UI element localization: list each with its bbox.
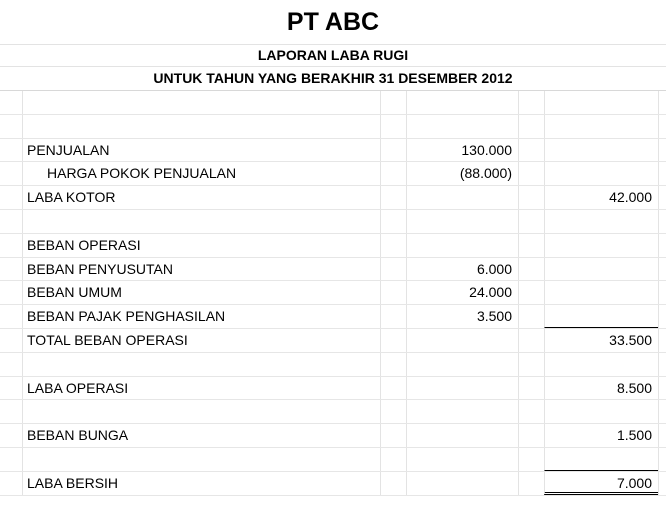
row-amount[interactable] bbox=[406, 210, 518, 233]
row-total[interactable] bbox=[544, 234, 658, 257]
row-amount[interactable]: 6.000 bbox=[406, 258, 518, 281]
row-amount[interactable] bbox=[406, 329, 518, 352]
cell[interactable] bbox=[380, 353, 406, 376]
cell[interactable] bbox=[518, 115, 544, 138]
cell[interactable] bbox=[0, 472, 22, 495]
cell[interactable] bbox=[658, 115, 666, 138]
table-row bbox=[0, 139, 666, 163]
row-amount[interactable]: 24.000 bbox=[406, 281, 518, 304]
cell[interactable] bbox=[0, 377, 22, 400]
row-total[interactable]: 1.500 bbox=[544, 424, 658, 447]
row-total[interactable]: 33.500 bbox=[544, 329, 658, 352]
row-total[interactable] bbox=[544, 115, 658, 138]
cell[interactable] bbox=[658, 305, 666, 328]
cell[interactable] bbox=[518, 91, 544, 114]
row-label[interactable]: LABA KOTOR bbox=[22, 186, 380, 209]
row-total[interactable] bbox=[544, 258, 658, 281]
cell[interactable] bbox=[380, 91, 406, 114]
row-amount[interactable]: 3.500 bbox=[406, 305, 518, 328]
cell[interactable] bbox=[658, 186, 666, 209]
cell[interactable] bbox=[518, 472, 544, 495]
cell[interactable] bbox=[380, 281, 406, 304]
cell[interactable] bbox=[0, 258, 22, 281]
table-row bbox=[0, 162, 666, 186]
row-total[interactable]: 7.000 bbox=[544, 472, 658, 495]
row-total[interactable] bbox=[544, 353, 658, 376]
report-title: LAPORAN LABA RUGI bbox=[0, 44, 666, 67]
row-amount[interactable] bbox=[406, 472, 518, 495]
row-label[interactable]: PENJUALAN bbox=[22, 139, 380, 162]
cell[interactable] bbox=[518, 377, 544, 400]
row-total[interactable]: 8.500 bbox=[544, 377, 658, 400]
table-row bbox=[0, 329, 666, 353]
cell[interactable] bbox=[518, 329, 544, 352]
row-amount[interactable] bbox=[406, 186, 518, 209]
cell[interactable] bbox=[518, 186, 544, 209]
cell[interactable] bbox=[0, 329, 22, 352]
cell[interactable] bbox=[0, 115, 22, 138]
table-row bbox=[0, 424, 666, 448]
row-amount[interactable] bbox=[406, 377, 518, 400]
row-amount[interactable] bbox=[406, 400, 518, 423]
cell[interactable] bbox=[380, 424, 406, 447]
cell[interactable] bbox=[658, 377, 666, 400]
row-amount[interactable] bbox=[406, 234, 518, 257]
table-row bbox=[0, 258, 666, 282]
cell[interactable] bbox=[518, 400, 544, 423]
cell[interactable] bbox=[518, 234, 544, 257]
row-total[interactable] bbox=[544, 139, 658, 162]
cell[interactable] bbox=[380, 115, 406, 138]
row-total[interactable] bbox=[544, 400, 658, 423]
cell[interactable] bbox=[380, 186, 406, 209]
table-row bbox=[0, 281, 666, 305]
cell[interactable] bbox=[518, 139, 544, 162]
cell[interactable] bbox=[380, 234, 406, 257]
table-row bbox=[0, 448, 666, 472]
cell[interactable] bbox=[380, 162, 406, 185]
cell[interactable] bbox=[0, 305, 22, 328]
cell[interactable] bbox=[518, 210, 544, 233]
cell[interactable] bbox=[518, 258, 544, 281]
table-row bbox=[0, 472, 666, 496]
row-total[interactable] bbox=[544, 281, 658, 304]
row-label[interactable]: BEBAN PENYUSUTAN bbox=[22, 258, 380, 281]
cell[interactable] bbox=[518, 162, 544, 185]
cell[interactable] bbox=[0, 424, 22, 447]
row-total[interactable] bbox=[544, 448, 658, 471]
row-label[interactable]: BEBAN OPERASI bbox=[22, 234, 380, 257]
cell[interactable] bbox=[658, 400, 666, 423]
cell[interactable] bbox=[658, 281, 666, 304]
table-row bbox=[0, 210, 666, 234]
table-row bbox=[0, 234, 666, 258]
row-label[interactable]: BEBAN BUNGA bbox=[22, 424, 380, 447]
cell[interactable] bbox=[518, 448, 544, 471]
row-amount[interactable]: 130.000 bbox=[406, 139, 518, 162]
row-amount[interactable] bbox=[406, 448, 518, 471]
row-total[interactable]: 42.000 bbox=[544, 186, 658, 209]
cell[interactable] bbox=[0, 448, 22, 471]
table-row bbox=[0, 353, 666, 377]
table-row bbox=[0, 91, 666, 115]
row-label[interactable]: LABA OPERASI bbox=[22, 377, 380, 400]
cell[interactable] bbox=[380, 258, 406, 281]
row-label[interactable] bbox=[22, 353, 380, 376]
row-label[interactable]: BEBAN PAJAK PENGHASILAN bbox=[22, 305, 380, 328]
row-total[interactable] bbox=[544, 162, 658, 185]
cell[interactable] bbox=[518, 353, 544, 376]
row-label[interactable]: HARGA POKOK PENJUALAN bbox=[22, 162, 380, 185]
cell[interactable] bbox=[380, 305, 406, 328]
cell[interactable] bbox=[380, 448, 406, 471]
cell[interactable] bbox=[658, 162, 666, 185]
row-amount[interactable]: (88.000) bbox=[406, 162, 518, 185]
cell[interactable] bbox=[658, 91, 666, 114]
table-row bbox=[0, 115, 666, 139]
row-label[interactable] bbox=[22, 210, 380, 233]
company-name: PT ABC bbox=[0, 0, 666, 45]
table-row bbox=[0, 377, 666, 401]
cell[interactable] bbox=[658, 258, 666, 281]
row-amount[interactable] bbox=[406, 353, 518, 376]
cell[interactable] bbox=[658, 139, 666, 162]
cell[interactable] bbox=[658, 210, 666, 233]
cell[interactable] bbox=[380, 472, 406, 495]
row-label[interactable] bbox=[22, 91, 380, 114]
row-label[interactable]: TOTAL BEBAN OPERASI bbox=[22, 329, 380, 352]
cell[interactable] bbox=[658, 472, 666, 495]
cell[interactable] bbox=[0, 186, 22, 209]
cell[interactable] bbox=[380, 400, 406, 423]
cell[interactable] bbox=[518, 424, 544, 447]
cell[interactable] bbox=[0, 281, 22, 304]
row-amount[interactable] bbox=[406, 91, 518, 114]
row-total[interactable] bbox=[544, 91, 658, 114]
cell[interactable] bbox=[0, 210, 22, 233]
row-label[interactable]: BEBAN UMUM bbox=[22, 281, 380, 304]
cell[interactable] bbox=[518, 305, 544, 328]
row-label[interactable] bbox=[22, 115, 380, 138]
cell[interactable] bbox=[658, 234, 666, 257]
table-row bbox=[0, 400, 666, 424]
cell[interactable] bbox=[0, 353, 22, 376]
cell[interactable] bbox=[518, 281, 544, 304]
cell[interactable] bbox=[0, 234, 22, 257]
cell[interactable] bbox=[380, 210, 406, 233]
cell[interactable] bbox=[0, 400, 22, 423]
cell[interactable] bbox=[380, 377, 406, 400]
cell[interactable] bbox=[0, 91, 22, 114]
cell[interactable] bbox=[658, 353, 666, 376]
row-label[interactable] bbox=[22, 400, 380, 423]
cell[interactable] bbox=[658, 329, 666, 352]
cell[interactable] bbox=[380, 139, 406, 162]
row-label[interactable]: LABA BERSIH bbox=[22, 472, 380, 495]
statement-grid bbox=[0, 91, 666, 496]
row-amount[interactable] bbox=[406, 424, 518, 447]
cell[interactable] bbox=[0, 139, 22, 162]
cell[interactable] bbox=[658, 424, 666, 447]
row-label[interactable] bbox=[22, 448, 380, 471]
row-total[interactable] bbox=[544, 305, 658, 328]
report-period: UNTUK TAHUN YANG BERAKHIR 31 DESEMBER 2012 bbox=[0, 66, 666, 91]
table-row bbox=[0, 186, 666, 210]
row-total[interactable] bbox=[544, 210, 658, 233]
row-amount[interactable] bbox=[406, 115, 518, 138]
cell[interactable] bbox=[658, 448, 666, 471]
cell[interactable] bbox=[380, 329, 406, 352]
cell[interactable] bbox=[0, 162, 22, 185]
table-row bbox=[0, 305, 666, 329]
